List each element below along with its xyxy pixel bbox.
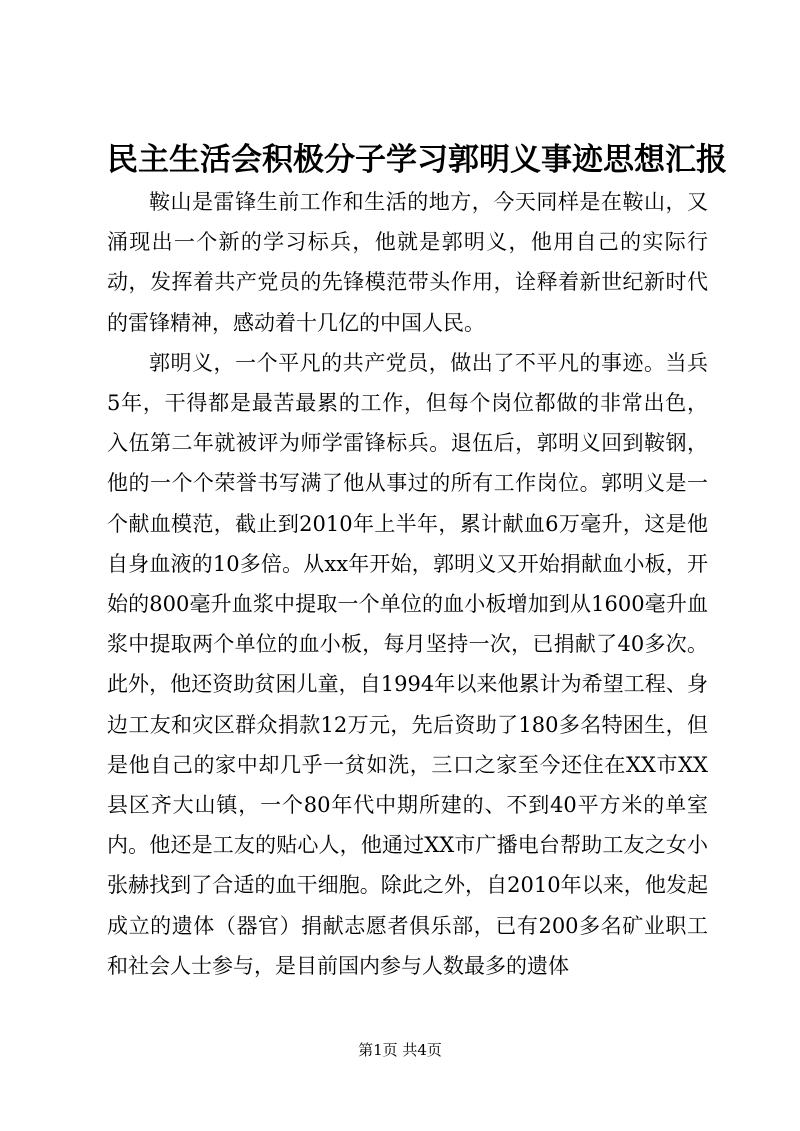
paragraph: 郭明义，一个平凡的共产党员，做出了不平凡的事迹。当兵5年，干得都是最苦最累的工作，但每个岗位都做的非常出色，入伍第二年就被评为师学雷锋标兵。退伍后，郭明义回到鞍钢，他的一个个荣誉书写满了他从事过的所有工作岗位。郭明义是一个献血模范，截止到2010年上半年，累计献血6万毫升，这是他自身血液的10多倍。从xx年开始，郭明义又开始捐献血小板，开始的800毫升血浆中提取一个单位的血小板增加到从1600毫升血浆中提取两个单位的血小板，每月坚持一次，已捐献了40多次。此外，他还资助贫困儿童，自1994年以来他累计为希望工程、身边工友和灾区群众捐款12万元，先后资助了180多名特困生，但是他自己的家中却几乎一贫如洗，三口之家至今还住在XX市XX县区齐大山镇，一个80年代中期所建的、不到40平方米的单室内。他还是工友的贴心人，他通过XX市广播电台帮助工友之女小张赫找到了合适的血干细胞。除此之外，自2010年以来，他发起成立的遗体（器官）捐献志愿者俱乐部，已有200多名矿业职工和社会人士参与，是目前国内参与人数最多的遗体 bbox=[107, 350, 708, 978]
page-footer: 第1页 共4页 bbox=[358, 1041, 442, 1059]
document-body bbox=[107, 182, 708, 986]
paragraph: 鞍山是雷锋生前工作和生活的地方，今天同样是在鞍山，又涌现出一个新的学习标兵，他就是郭明义，他用自己的实际行动，发挥着共产党员的先锋模范带头作用，诠释着新世纪新时代的雷锋精神，感动着十几亿的中国人民。 bbox=[107, 190, 708, 335]
document-title: 民主生活会积极分子学习郭明义事迹思想汇报 bbox=[107, 142, 727, 178]
